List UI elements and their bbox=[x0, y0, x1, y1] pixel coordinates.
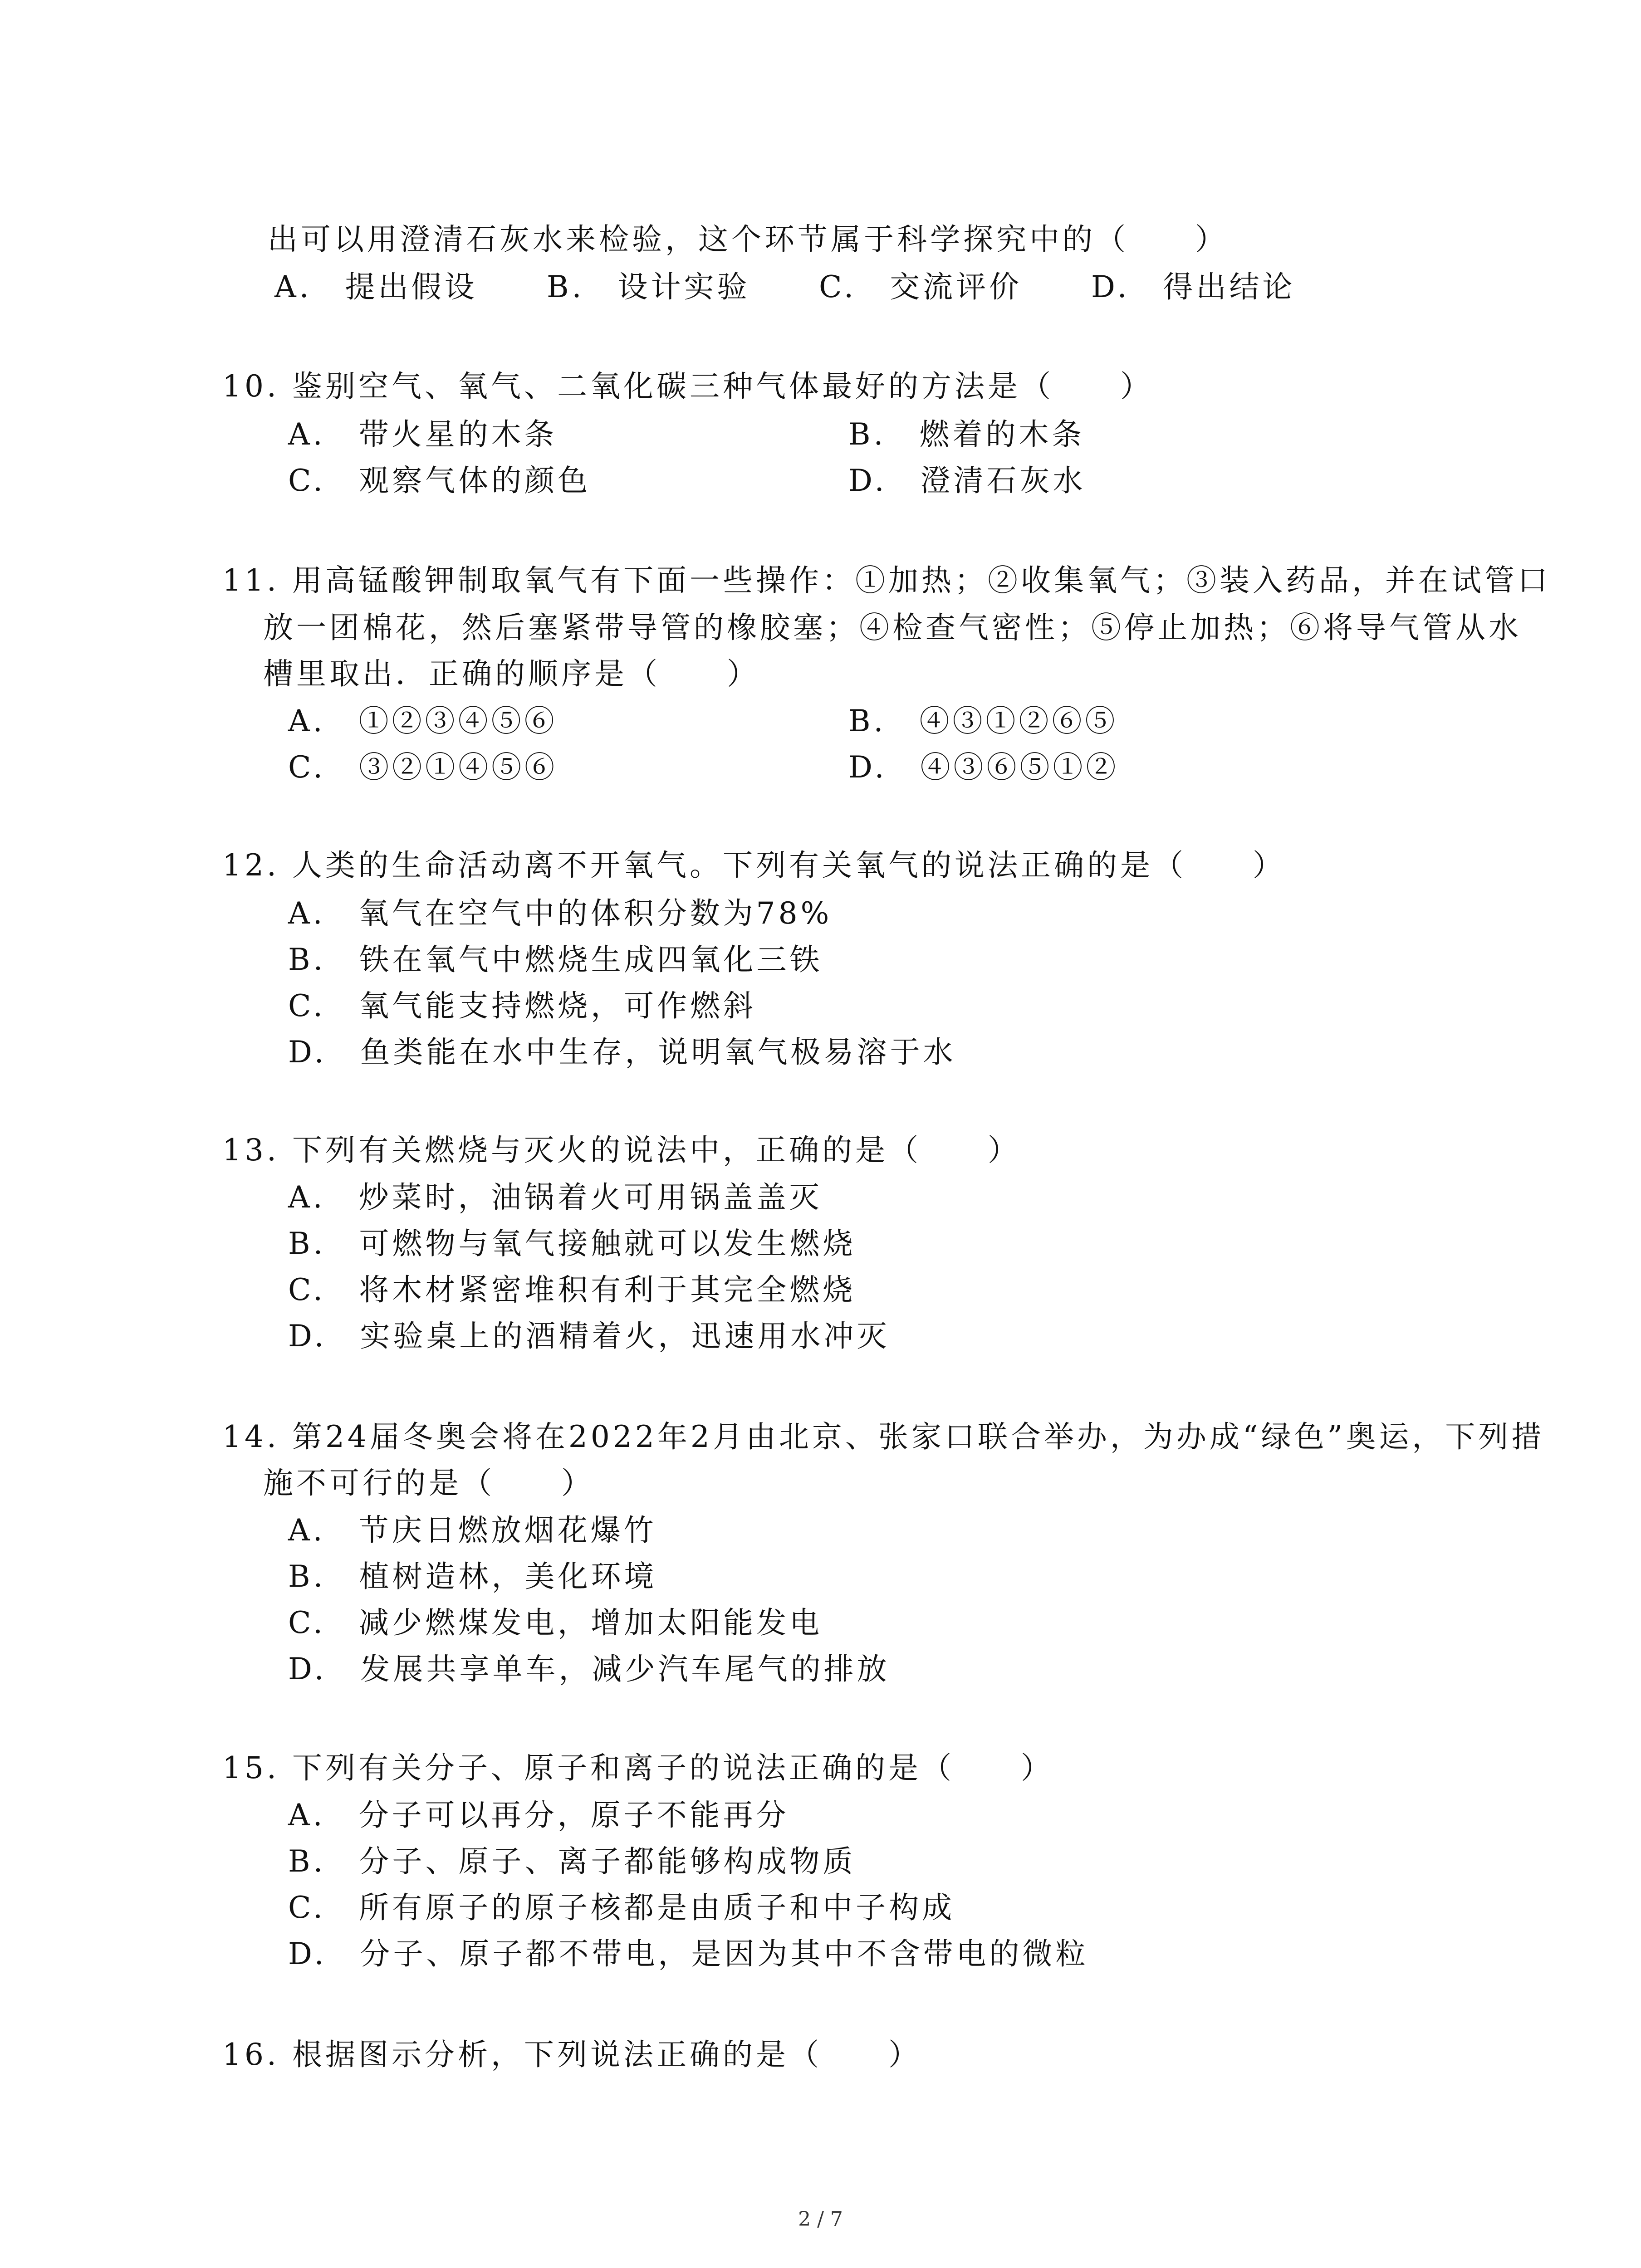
question-10-option-d: D. 澄清石灰水 bbox=[848, 463, 1086, 498]
question-9-option-a: A. 提出假设 bbox=[274, 269, 478, 304]
question-13-option-d: D. 实验桌上的酒精着火，迅速用水冲灭 bbox=[288, 1319, 890, 1354]
question-11-line-3: 槽里取出．正确的顺序是（ ） bbox=[263, 656, 760, 691]
question-9-option-d: D. 得出结论 bbox=[1091, 269, 1296, 304]
question-14-line-2: 施不可行的是（ ） bbox=[263, 1466, 594, 1501]
question-12-option-c: C. 氧气能支持燃烧，可作燃斜 bbox=[288, 988, 757, 1023]
question-13-option-a: A. 炒菜时，油锅着火可用锅盖盖灭 bbox=[288, 1180, 823, 1215]
question-10-option-a: A. 带火星的木条 bbox=[288, 417, 558, 452]
question-11-line-1: 11. 用高锰酸钾制取氧气有下面一些操作：①加热；②收集氧气；③装入药品，并在试管口 bbox=[222, 563, 1551, 598]
question-14-option-b: B. 植树造林，美化环境 bbox=[288, 1559, 657, 1594]
question-9-option-c: C. 交流评价 bbox=[819, 269, 1023, 304]
question-14-option-a: A. 节庆日燃放烟花爆竹 bbox=[288, 1513, 657, 1548]
question-12-option-b: B. 铁在氧气中燃烧生成四氧化三铁 bbox=[288, 942, 823, 977]
question-9-text: 出可以用澄清石灰水来检验，这个环节属于科学探究中的（ ） bbox=[268, 222, 1228, 257]
question-12-option-a: A. 氧气在空气中的体积分数为78% bbox=[288, 896, 833, 931]
question-15-option-d: D. 分子、原子都不带电，是因为其中不含带电的微粒 bbox=[288, 1936, 1089, 1971]
question-11-option-c: C. ③②①④⑤⑥ bbox=[288, 750, 558, 785]
question-11-line-2: 放一团棉花，然后塞紧带导管的橡胶塞；④检查气密性；⑤停止加热；⑥将导气管从水 bbox=[263, 610, 1522, 645]
question-10-option-b: B. 燃着的木条 bbox=[848, 417, 1085, 452]
question-14-option-d: D. 发展共享单车，减少汽车尾气的排放 bbox=[288, 1652, 890, 1686]
question-12-option-d: D. 鱼类能在水中生存，说明氧气极易溶于水 bbox=[288, 1035, 956, 1070]
question-9-option-b: B. 设计实验 bbox=[547, 269, 750, 304]
question-13-option-c: C. 将木材紧密堆积有利于其完全燃烧 bbox=[288, 1272, 856, 1307]
question-10-option-c: C. 观察气体的颜色 bbox=[288, 463, 591, 498]
question-14-option-c: C. 减少燃煤发电，增加太阳能发电 bbox=[288, 1605, 823, 1640]
page-number: 2 / 7 bbox=[798, 2208, 843, 2231]
question-11-option-b: B. ④③①②⑥⑤ bbox=[848, 704, 1118, 738]
question-11-option-a: A. ①②③④⑤⑥ bbox=[288, 704, 558, 738]
question-15-text: 15. 下列有关分子、原子和离子的说法正确的是（ ） bbox=[222, 1750, 1054, 1785]
question-12-text: 12. 人类的生命活动离不开氧气。下列有关氧气的说法正确的是（ ） bbox=[222, 848, 1286, 883]
question-15-option-c: C. 所有原子的原子核都是由质子和中子构成 bbox=[288, 1890, 955, 1925]
question-10-text: 10. 鉴别空气、氧气、二氧化碳三种气体最好的方法是（ ） bbox=[222, 369, 1153, 404]
question-14-line-1: 14. 第24届冬奥会将在2022年2月由北京、张家口联合举办，为办成“绿色”奥运，下列措 bbox=[222, 1419, 1545, 1454]
question-16-text: 16. 根据图示分析，下列说法正确的是（ ） bbox=[222, 2037, 921, 2072]
question-13-option-b: B. 可燃物与氧气接触就可以发生燃烧 bbox=[288, 1226, 856, 1261]
question-11-option-d: D. ④③⑥⑤①② bbox=[848, 750, 1119, 785]
question-15-option-b: B. 分子、原子、离子都能够构成物质 bbox=[288, 1844, 856, 1879]
question-13-text: 13. 下列有关燃烧与灭火的说法中，正确的是（ ） bbox=[222, 1133, 1021, 1168]
question-15-option-a: A. 分子可以再分，原子不能再分 bbox=[288, 1798, 789, 1833]
